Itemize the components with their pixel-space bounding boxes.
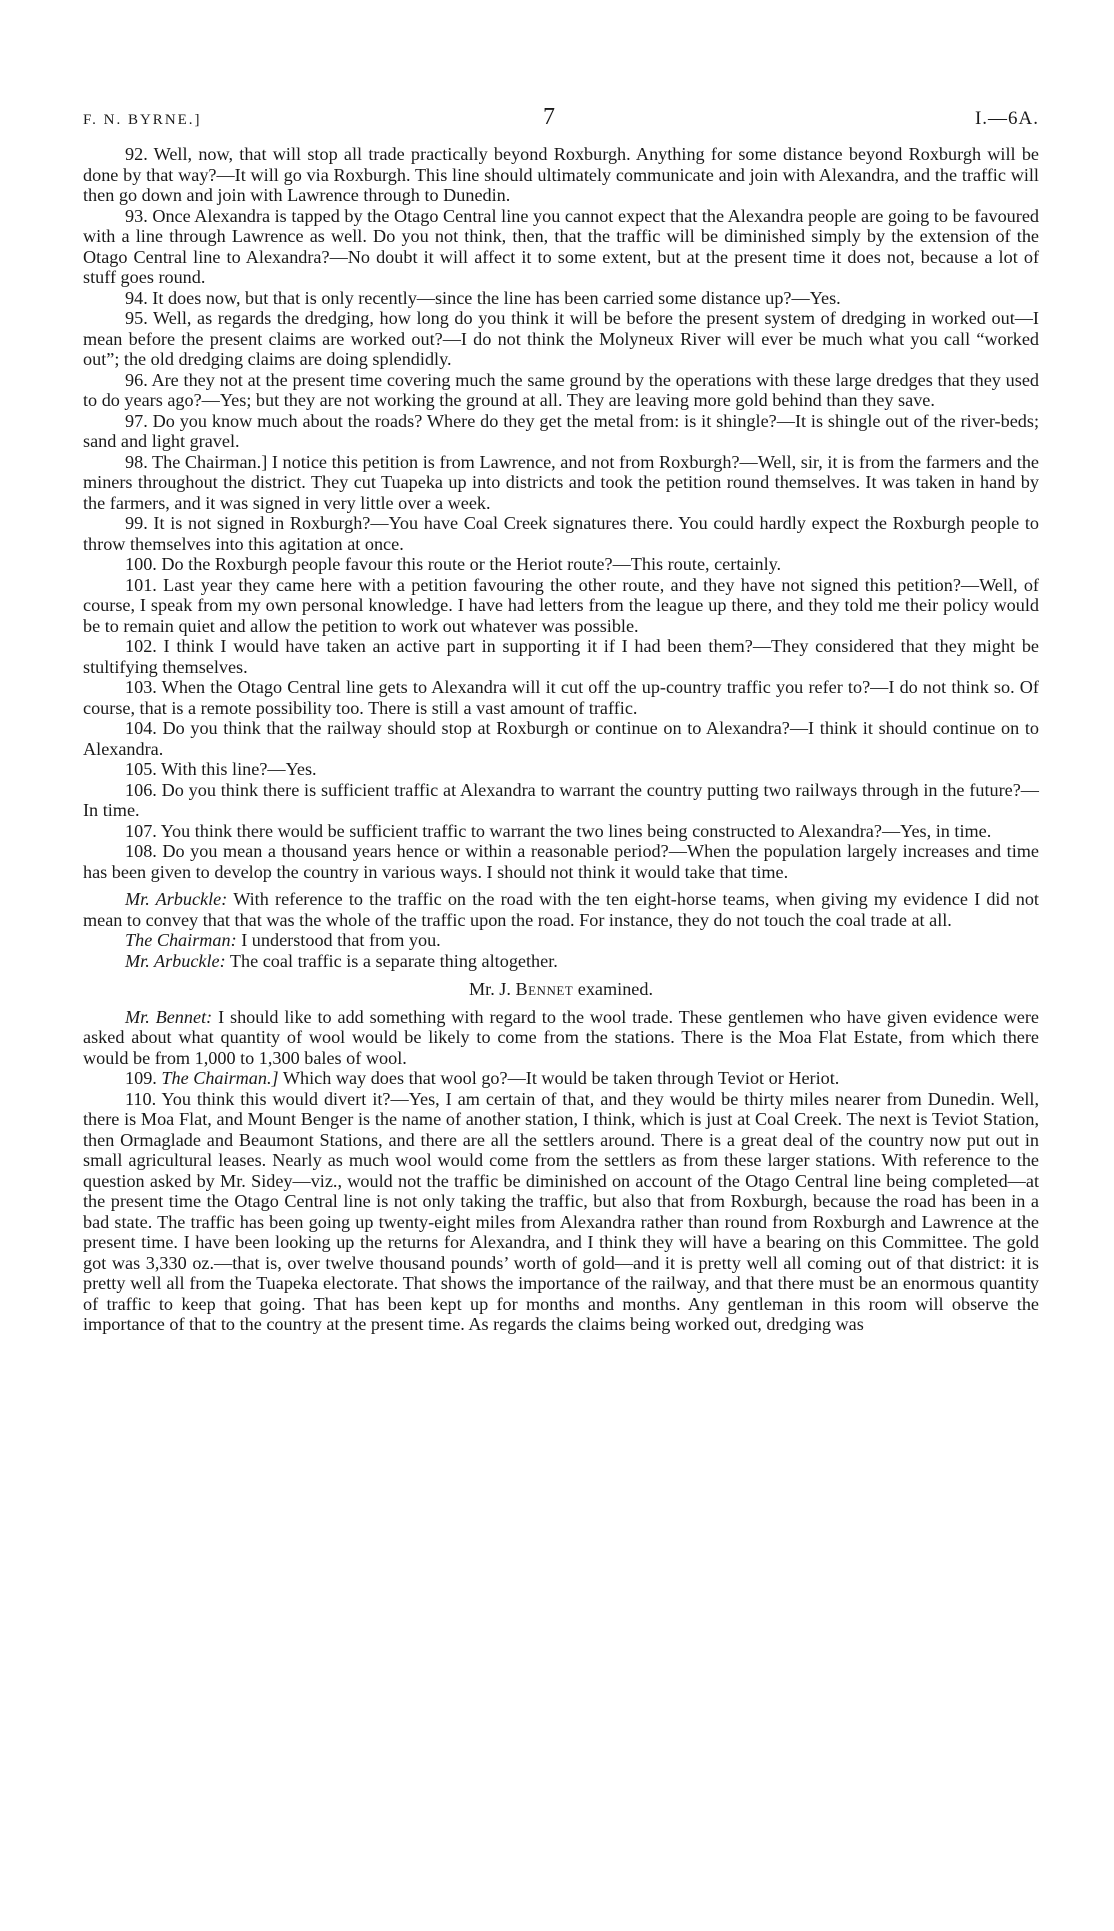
speaker-name: The Chairman.] (161, 1068, 279, 1088)
remark-text: I understood that from you. (241, 930, 441, 950)
paragraph-107: 107. You think there would be sufficient traffic to warrant the two lines being constructed to Alexandra?—Yes, in time. (125, 820, 992, 841)
paragraph-97: 97. Do you know much about the roads? Where do they get the metal from: is it shingle?—It is shingle out of the river-beds; sand and light gravel. (83, 410, 1039, 451)
paragraph-105: 105. With this line?—Yes. (125, 759, 317, 779)
remark-text: With reference to the traffic on the road with the ten eight-horse teams, when giving my evidence I did not mean to convey that that was the whole of the traffic upon the road. For instance, they do not touch the coal trade at all. (83, 889, 1039, 930)
statement-text: I should like to add something with regard to the wool trade. These gentlemen who have given evidence were asked about what quantity of wool would be likely to come from the stations. There is the Moa Flat Estate, from which there would be from 1,000 to 1,300 bales of wool. (83, 1006, 1040, 1068)
paragraph-108: 108. Do you mean a thousand years hence or within a reasonable period?—When the population largely increases and time has been given to develop the country in various ways. I should not think it would take that time. (83, 841, 1039, 882)
header-witness-name: F. N. BYRNE.] (83, 112, 202, 128)
speaker-name: Mr. Arbuckle: (125, 889, 228, 909)
question-text: Which way does that wool go?—It would be taken through Teviot or Heriot. (282, 1068, 840, 1088)
heading-prefix: Mr. J. (468, 979, 511, 999)
page-header (83, 104, 1039, 144)
paragraph-109 (83, 1068, 1039, 1089)
header-paper-reference: I.—6A. (974, 108, 1039, 129)
paragraph-98: 98. The Chairman.] I notice this petition is from Lawrence, and not from Roxburgh?—Well, sir, it is from the farmers and the miners throughout the district. They cut Tuapeka up into districts and took the petition round themselves. It was taken in hand by the farmers, and it was signed in very little over a week. (83, 451, 1039, 513)
document-body (83, 144, 1039, 1335)
question-number: 109. (125, 1068, 157, 1088)
heading-witness-name: Bennet (515, 979, 574, 999)
page-number: 7 (543, 104, 555, 130)
bennet-statement (83, 1007, 1039, 1069)
paragraph-100: 100. Do the Roxburgh people favour this route or the Heriot route?—This route, certainly. (125, 554, 782, 574)
remark-arbuckle-2 (83, 951, 1039, 972)
paragraph-96: 96. Are they not at the present time covering much the same ground by the operations with these large dredges that they used to do years ago?—Yes; but they are not working the ground at all. They are leaving more gold behind than they save. (83, 369, 1039, 410)
paragraph-103: 103. When the Otago Central line gets to Alexandra will it cut off the up-country traffic you refer to?—I do not think so. Of course, that is a remote possibility too. There is still a vast amount of traffic. (83, 677, 1039, 718)
heading-suffix: examined. (577, 979, 654, 999)
remark-text: The coal traffic is a separate thing altogether. (229, 950, 558, 971)
paragraph-94: 94. It does now, but that is only recently—since the line has been carried some distance up?—Yes. (125, 287, 841, 308)
speaker-name: The Chairman: (125, 930, 237, 950)
paragraph-104: 104. Do you think that the railway should stop at Roxburgh or continue on to Alexandra?—I think it should continue on to Alexandra. (83, 718, 1039, 759)
speaker-name: Mr. Arbuckle: (125, 950, 226, 971)
remark-arbuckle-1 (83, 889, 1039, 930)
paragraph-102: 102. I think I would have taken an active part in supporting it if I had been them?—They considered that they might be stultifying themselves. (83, 636, 1039, 677)
paragraph-92: 92. Well, now, that will stop all trade practically beyond Roxburgh. Anything for some distance beyond Roxburgh will be done by that way?—It will go via Roxburgh. This line should ultimately communicate and join with Alexandra, and the traffic will then go down and join with Lawrence through to Dunedin. (83, 144, 1039, 205)
paragraph-95: 95. Well, as regards the dredging, how long do you think it will be before the present system of dredging in worked out—I mean before the present claims are worked out?—I do not think the Molyneux River will ever be much what you call “worked out”; the old dredging claims are doing splendidly. (83, 308, 1039, 369)
section-heading (83, 979, 1039, 1000)
remark-chairman (83, 930, 1039, 951)
paragraph-110: 110. You think this would divert it?—Yes, I am certain of that, and they would be thirty miles nearer from Dunedin. Well, there is Moa Flat, and Mount Benger is the name of another station, I think, which is just at Coal Creek. The next is Teviot Station, then Ormaglade and Beaumont Stations, and there are all the settlers around. There is a great deal of the country now put out in small agricultural leases. Nearly as much wool would come from the settlers as from these larger stations. With reference to the question asked by Mr. Sidey—viz., would not the traffic be diminished on account of the Otago Central line being completed—at the present time the Otago Central line is not only taking the traffic, but also that from Roxburgh, because the road has been in a bad state. The traffic has been going up twenty-eight miles from Alexandra rather than round from Roxburgh and Lawrence at the present time. I have been looking up the returns for Alexandra, and I think they will have a bearing on this Committee. The gold got was 3,330 oz.—that is, over twelve thousand pounds’ worth of gold—and it is pretty well all coming out of that district: it is pretty well all from the Tuapeka electorate. That shows the importance of the railway, and that there must be an enormous quantity of traffic to keep that going. That has been kept up for months and months. Any gentleman in this room will observe the importance of that to the country at the present time. As regards the claims being worked out, dredging was (83, 1088, 1039, 1334)
paragraph-99: 99. It is not signed in Roxburgh?—You have Coal Creek signatures there. You could hardly expect the Roxburgh people to throw themselves into this agitation at once. (83, 513, 1039, 554)
paragraph-106: 106. Do you think there is sufficient traffic at Alexandra to warrant the country putting two railways through in the future?—In time. (83, 779, 1039, 820)
paragraph-101: 101. Last year they came here with a petition favouring the other route, and they have not signed this petition?—Well, of course, I speak from my own personal knowledge. I have had letters from the league up there, and they told me their policy would be to remain quiet and allow the petition to work out whatever was possible. (83, 574, 1039, 636)
speaker-name: Mr. Bennet: (125, 1006, 213, 1027)
document-page (83, 104, 1039, 1335)
paragraph-93: 93. Once Alexandra is tapped by the Otago Central line you cannot expect that the Alexandra people are going to be favoured with a line through Lawrence as well. Do you not think, then, that the traffic will be diminished simply by the extension of the Otago Central line to Alexandra?—No doubt it will affect it to some extent, but at the present time it does not, because a lot of stuff goes round. (83, 205, 1039, 287)
